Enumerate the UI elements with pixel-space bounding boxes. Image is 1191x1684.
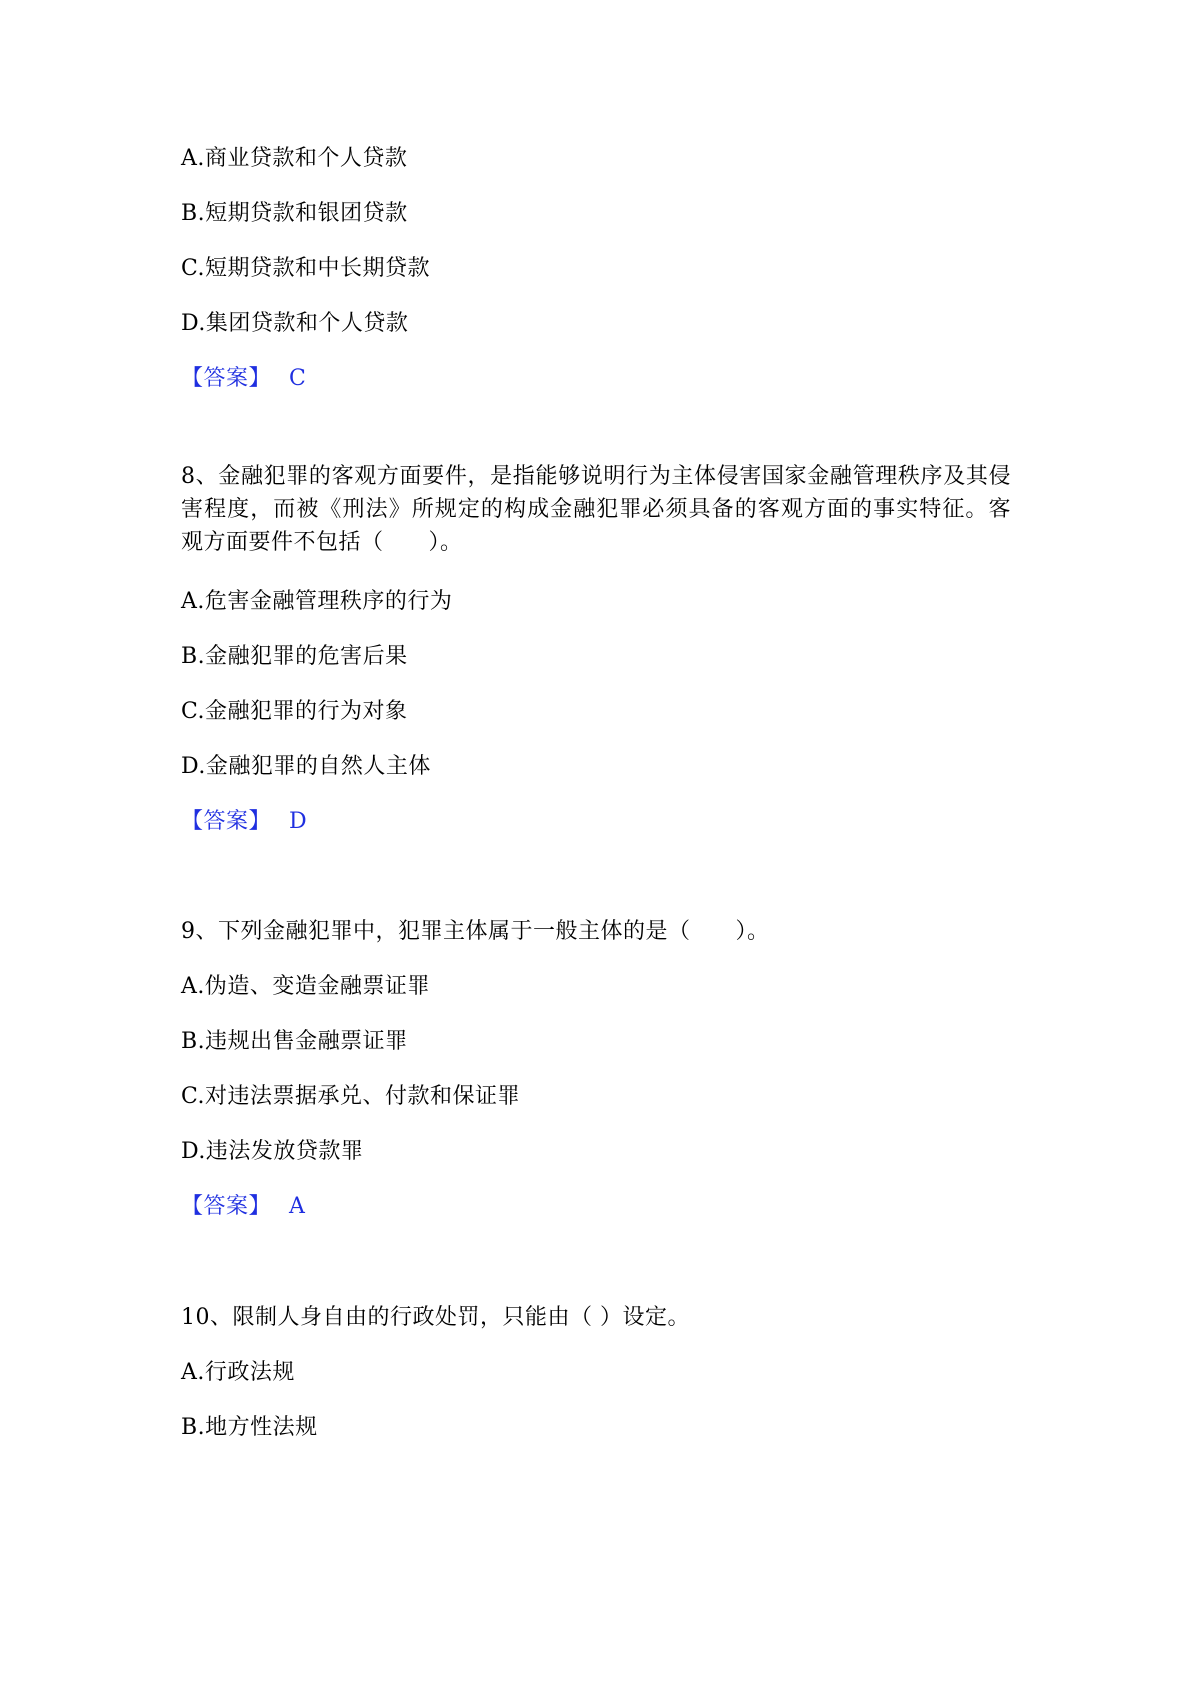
q8-answer [181, 807, 307, 837]
q7-option-b: B.短期贷款和银团贷款 [181, 201, 408, 226]
q8-stem: 8、金融犯罪的客观方面要件，是指能够说明行为主体侵害国家金融管理秩序及其侵害程度，而被《刑法》所规定的构成金融犯罪必须具备的客观方面的事实特征。客观方面要件不包括（ ）。 [181, 464, 1011, 555]
q7-option-d: D.集团贷款和个人贷款 [181, 311, 409, 336]
q9-option-b: B.违规出售金融票证罪 [181, 1029, 408, 1054]
q7-answer [181, 364, 306, 394]
q8-answer-label: 【答案】 [181, 809, 272, 834]
q8-answer-value: D [289, 809, 308, 834]
q9-answer-value: A [289, 1194, 306, 1219]
q7-answer-label: 【答案】 [181, 366, 272, 391]
q9-answer [181, 1192, 305, 1222]
q7-option-c: C.短期贷款和中长期贷款 [181, 256, 431, 281]
q9-option-c: C.对违法票据承兑、付款和保证罪 [181, 1084, 521, 1109]
q7-option-a: A.商业贷款和个人贷款 [181, 146, 408, 171]
q9-option-d: D.违法发放贷款罪 [181, 1139, 364, 1164]
q10-option-a: A.行政法规 [181, 1360, 295, 1385]
q9-answer-label: 【答案】 [181, 1194, 272, 1219]
q9-stem: 9、下列金融犯罪中，犯罪主体属于一般主体的是（ ）。 [181, 919, 770, 944]
q8-option-a: A.危害金融管理秩序的行为 [181, 589, 453, 614]
q9-option-a: A.伪造、变造金融票证罪 [181, 974, 430, 999]
q7-answer-value: C [289, 366, 307, 391]
q8-option-c: C.金融犯罪的行为对象 [181, 699, 408, 724]
q8-option-b: B.金融犯罪的危害后果 [181, 644, 408, 669]
q10-stem: 10、限制人身自由的行政处罚，只能由（ ）设定。 [181, 1305, 690, 1330]
q8-option-d: D.金融犯罪的自然人主体 [181, 754, 431, 779]
q10-option-b: B.地方性法规 [181, 1415, 318, 1440]
